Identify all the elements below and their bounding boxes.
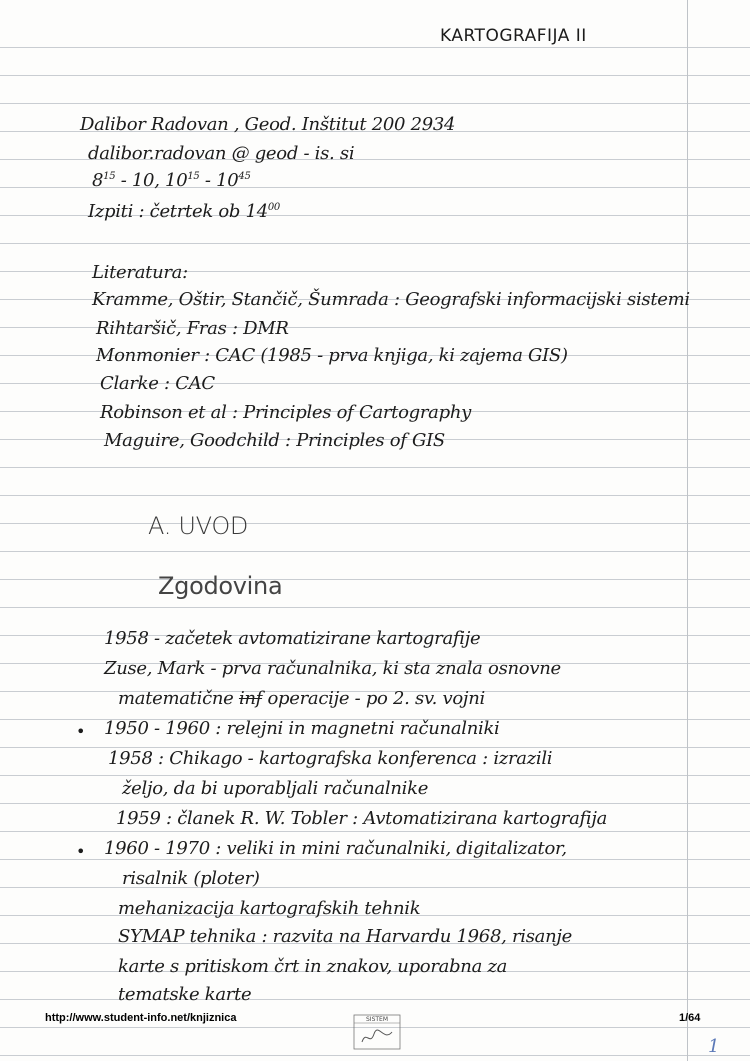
history-line: 1958 - začetek avtomatizirane kartografije: [104, 628, 481, 649]
struck-text: inf: [238, 688, 263, 709]
email-line: dalibor.radovan @ geod - is. si: [88, 143, 355, 164]
history-line: željo, da bi uporabljali računalnike: [122, 778, 429, 799]
history-line: tematske karte: [118, 984, 252, 1005]
history-line: karte s pritiskom črt in znakov, uporabna za: [118, 956, 508, 977]
history-line: risalnik (ploter): [122, 868, 260, 889]
history-line: 1950 - 1960 : relejni in magnetni računalniki: [104, 718, 500, 739]
literature-label: Literatura:: [92, 262, 188, 283]
literature-item: Robinson et al : Principles of Cartography: [100, 402, 471, 423]
history-line: SYMAP tehnika : razvita na Harvardu 1968, risanje: [118, 926, 573, 947]
bullet-icon: •: [76, 722, 86, 741]
course-title: KARTOGRAFIJA II: [440, 26, 587, 46]
literature-item: Maguire, Goodchild : Principles of GIS: [104, 430, 445, 451]
footer-url: http://www.student-info.net/knjiznica: [45, 1012, 237, 1024]
history-line: 1958 : Chikago - kartografska konferenca : izrazili: [108, 748, 553, 769]
history-line: mehanizacija kartografskih tehnik: [118, 898, 421, 919]
footer-logo-icon: [352, 1012, 402, 1052]
literature-item: Kramme, Oštir, Stančič, Šumrada : Geografski informacijski sistemi: [92, 289, 690, 310]
history-line: Zuse, Mark - prva računalnika, ki sta znala osnovne: [104, 658, 561, 679]
literature-item: Clarke : CAC: [100, 373, 215, 394]
office-hours-line: $8^{15} - 10$, $10^{15} - 10^{45}$: [92, 170, 251, 191]
exams-line: Izpiti : četrtek ob $14^{00}$: [88, 201, 280, 222]
history-line: 1959 : članek R. W. Tobler : Avtomatizirana kartografija: [116, 808, 608, 829]
page-number: 1/64: [679, 1012, 701, 1024]
section-heading: A. UVOD: [148, 512, 249, 540]
literature-item: Rihtaršič, Fras : DMR: [96, 318, 289, 339]
history-line: 1960 - 1970 : veliki in mini računalniki, digitalizator,: [104, 838, 567, 859]
section-subheading: Zgodovina: [158, 572, 283, 600]
history-line: matematične inf operacije - po 2. sv. vojni: [118, 688, 485, 709]
logo-text: SISTEM: [365, 1016, 389, 1023]
literature-item: Monmonier : CAC (1985 - prva knjiga, ki zajema GIS): [96, 345, 568, 366]
corner-page-mark: 1: [708, 1036, 720, 1057]
margin-line: [687, 0, 688, 1061]
lecturer-line: Dalibor Radovan , Geod. Inštitut 200 2934: [80, 114, 456, 135]
bullet-icon: •: [76, 842, 86, 861]
